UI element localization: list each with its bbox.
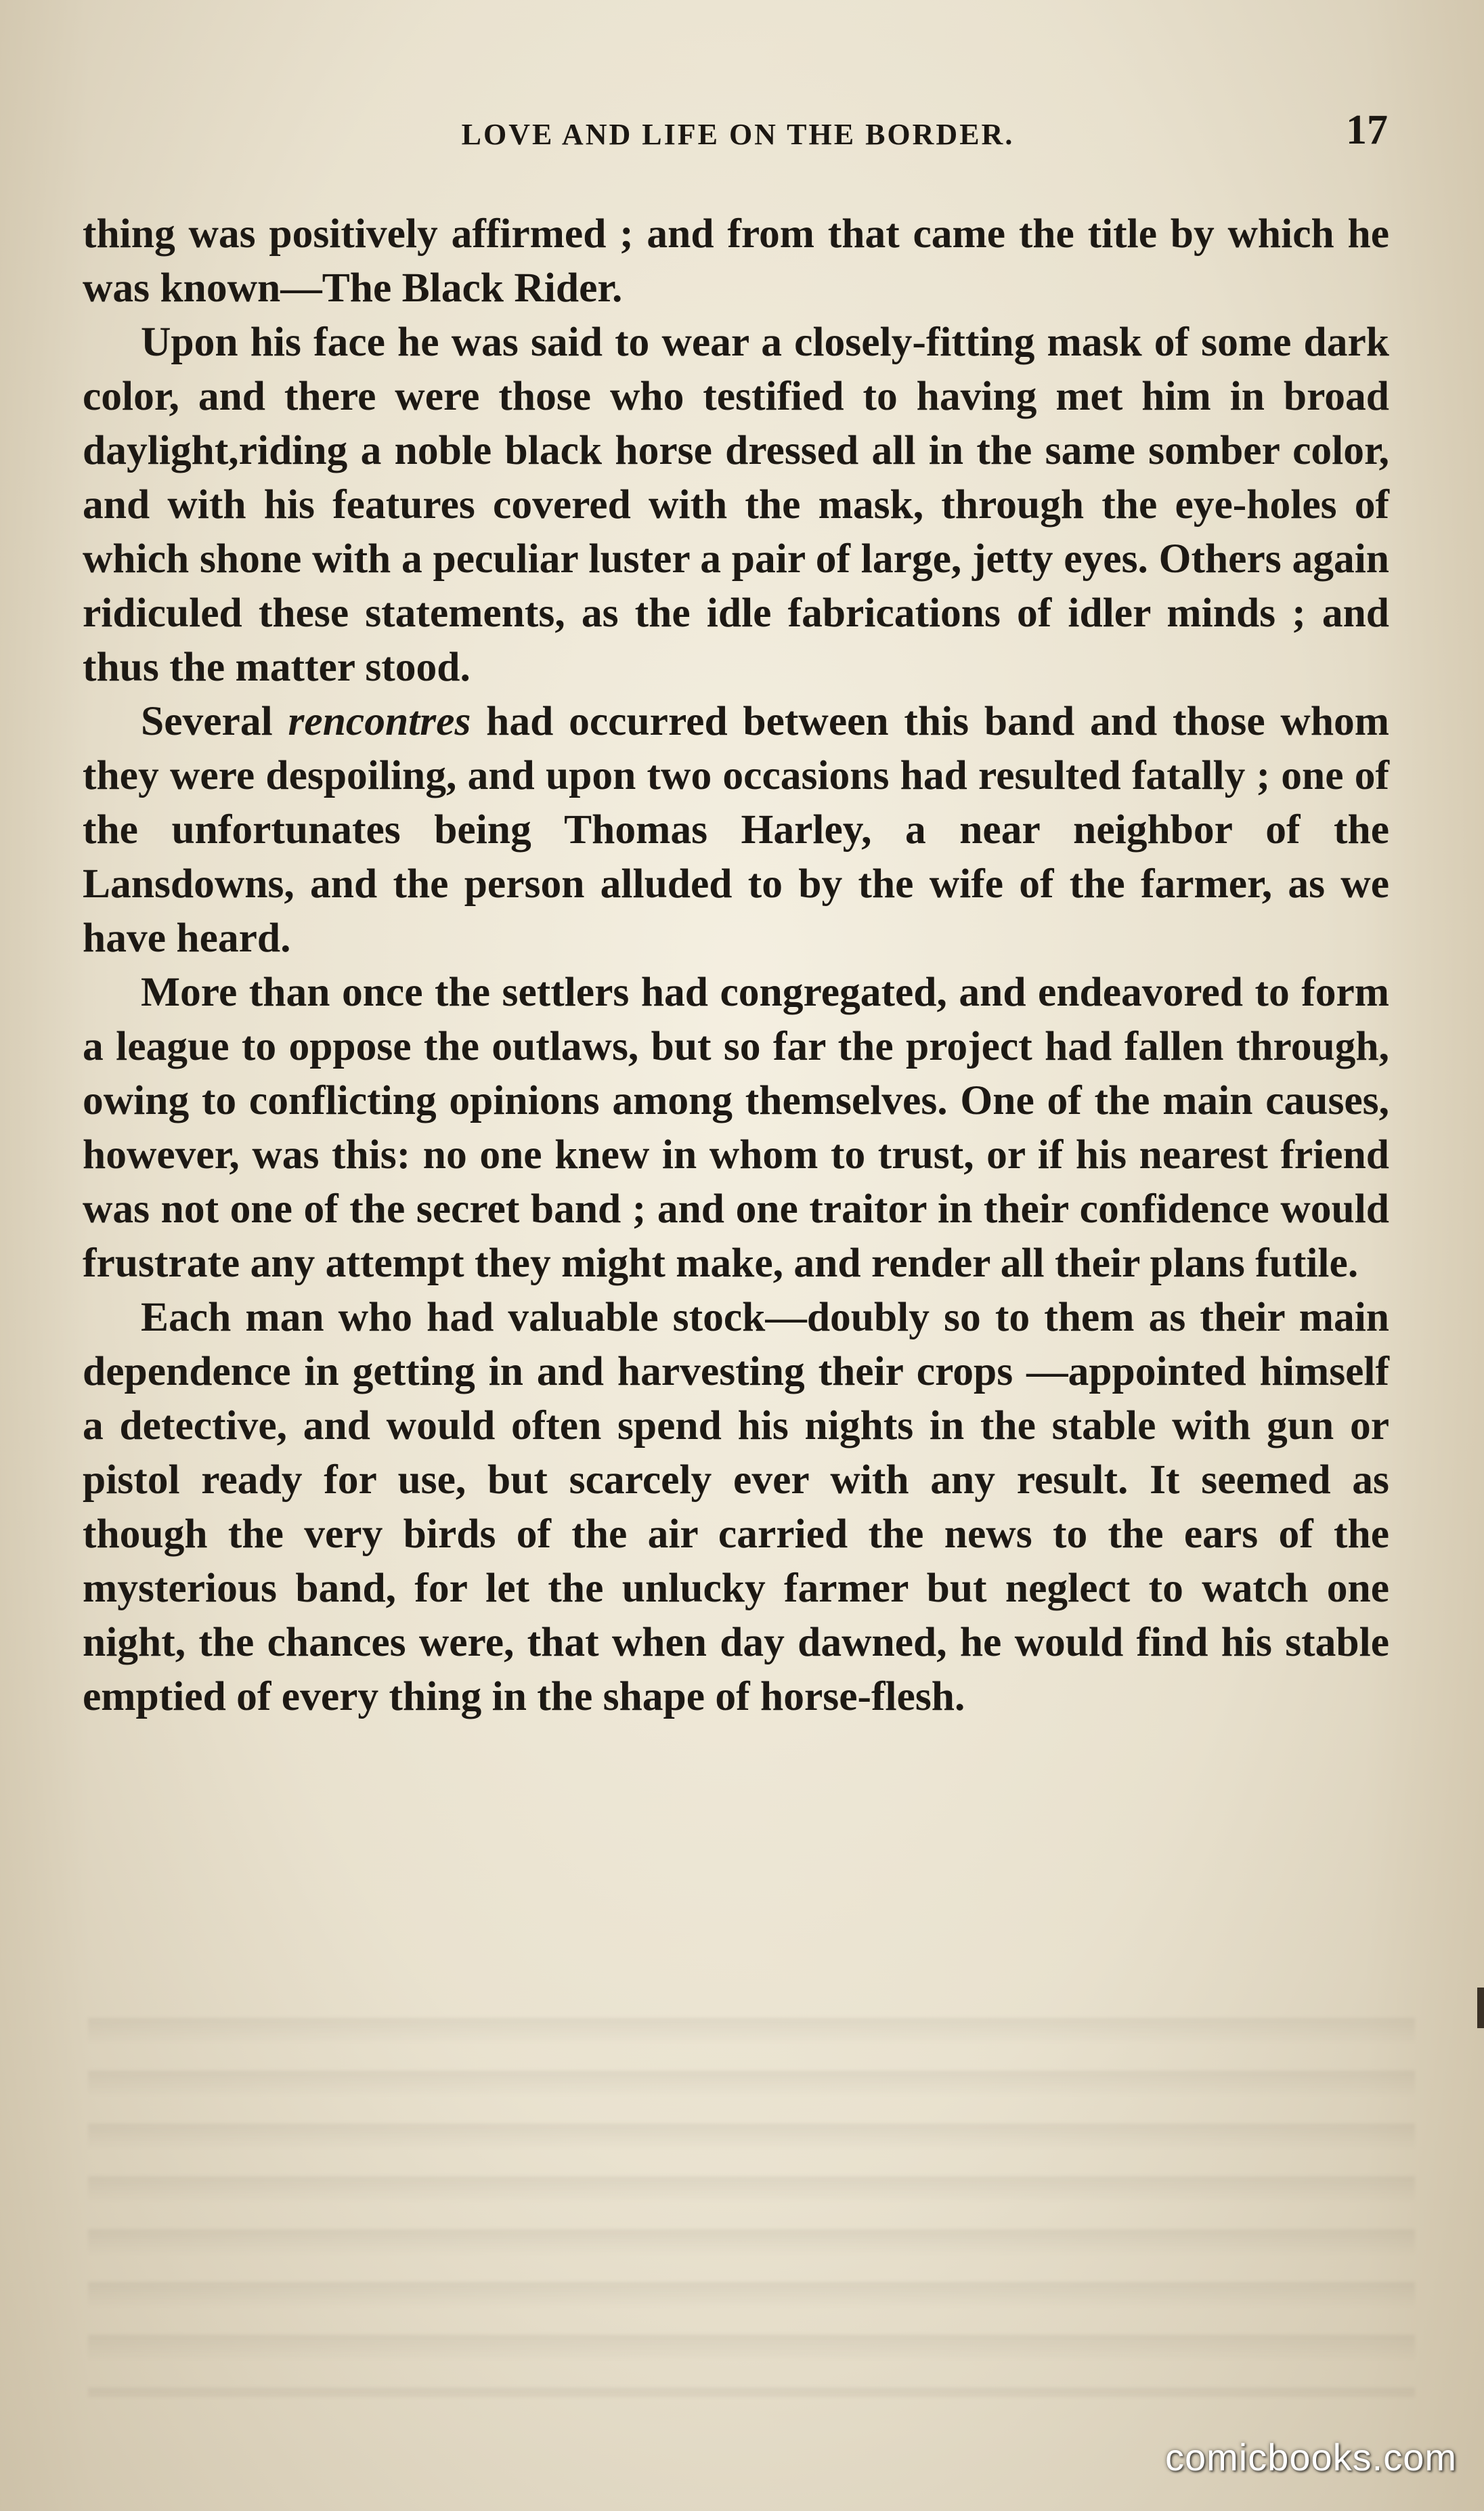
watermark: comicbooks.com xyxy=(1164,2436,1457,2478)
paragraph-5: Each man who had valuable stock—doubly so to them as their main dependence in getting in and harvesting their crops —appointed himself a detective, and would often spend his nights in the stable with gun or pistol ready for use, but scarcely ever with any result. It seemed as though the very birds of the air carried the news to the ears of the mysterious band, for let the unlucky farmer but neglect to watch one night, the chances were, that when day dawned, he would find his stable emptied of every thing in the shape of horse-flesh. xyxy=(83,1294,1389,1719)
running-head: LOVE AND LIFE ON THE BORDER. xyxy=(461,118,1015,151)
paragraph-2: Upon his face he was said to wear a closely-fitting mask of some dark color, and there were those who testified to having met him in broad daylight,riding a noble black horse dressed all in the same somber color, and with his features covered with the mask, through the eye-holes of which shone with a peculiar luster a pair of large, jetty eyes. Others again ridiculed these statements, as the idle fabrications of idler minds ; and thus the matter stood. xyxy=(83,319,1389,690)
paragraph-4: More than once the settlers had congregated, and endeavored to form a league to oppose the outlaws, but so far the project had fallen through, owing to conflicting opinions among themselves. One of the main causes, however, was this: no one knew in whom to trust, or if his nearest friend was not one of the secret band ; and one traitor in their confidence would frustrate any attempt they might make, and render all their plans futile. xyxy=(83,969,1389,1286)
paragraph-1: thing was positively affirmed ; and from that came the title by which he was known—The Black Rider. xyxy=(83,211,1389,311)
paragraph-3 xyxy=(83,694,1389,965)
paragraph-3-after: had occurred between this band and those whom they were despoiling, and upon two occasions had resulted fatally ; one of the unfortunates being Thomas Harley, a near neighbor of the Lansdowns, and the person alluded to by the wife of the farmer, as we have heard. xyxy=(83,698,1389,961)
paragraph-3-italic: rencontres xyxy=(288,698,471,744)
page-edge-mark xyxy=(1477,1988,1484,2028)
paragraph-3-before: Several xyxy=(141,698,288,744)
bleed-through-text xyxy=(88,1991,1415,2397)
page-header xyxy=(88,105,1388,166)
page-number: 17 xyxy=(1346,107,1388,153)
body-text xyxy=(83,207,1389,1723)
